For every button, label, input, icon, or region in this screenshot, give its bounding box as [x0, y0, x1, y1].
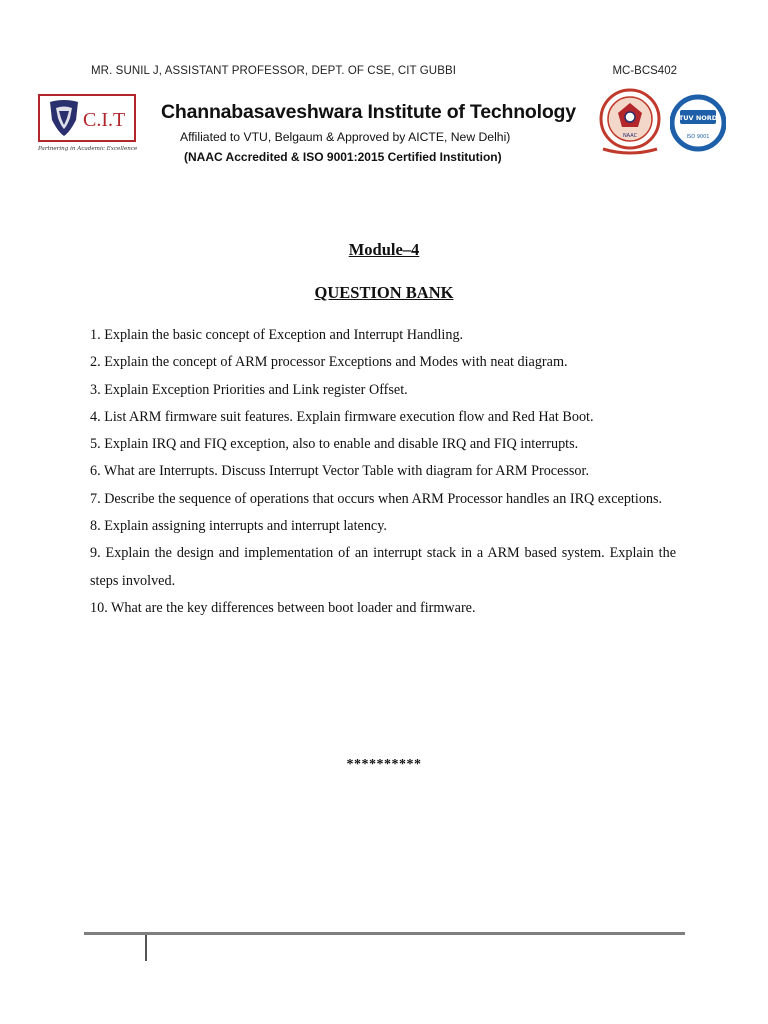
end-marker: ********** [346, 757, 422, 772]
naac-seal-icon [597, 87, 663, 157]
question-list [90, 322, 676, 622]
cit-tagline: Partnering in Academic Excellence [38, 146, 138, 152]
accreditation-line: (NAAC Accredited & ISO 9001:2015 Certified Institution) [184, 150, 502, 164]
question-item: 2. Explain the concept of ARM processor Exceptions and Modes with neat diagram. [90, 354, 568, 371]
module-title: Module–4 [348, 240, 420, 259]
tuv-certification-icon [670, 88, 726, 158]
footer-page-tick [145, 935, 147, 961]
cit-shield-icon [40, 96, 134, 140]
cit-logo-frame [38, 94, 136, 142]
question-item: 8. Explain assigning interrupts and interrupt latency. [90, 518, 387, 535]
svg-text:TUV NORD: TUV NORD [678, 114, 718, 122]
svg-text:ISO 9001: ISO 9001 [686, 134, 710, 140]
question-item: 1. Explain the basic concept of Exception and Interrupt Handling. [90, 327, 464, 343]
header-author-line: MR. SUNIL J, ASSISTANT PROFESSOR, DEPT. OF CSE, CIT GUBBI [91, 65, 457, 77]
svg-text:NAAC: NAAC [622, 133, 638, 139]
question-item: 7. Describe the sequence of operations that occurs when ARM Processor handles an IRQ exceptions. [90, 490, 663, 507]
svg-text:C.I.T: C.I.T [83, 109, 126, 131]
course-code: MC-BCS402 [612, 65, 677, 77]
question-item: 4. List ARM firmware suit features. Explain firmware execution flow and Red Hat Boot. [90, 408, 594, 425]
institute-name: Channabasaveshwara Institute of Technology [161, 101, 576, 123]
cit-logo [38, 94, 140, 160]
question-item: 10. What are the key differences between boot loader and firmware. [90, 599, 476, 616]
question-item: 9. Explain the design and implementation of an interrupt stack in a ARM based system. Explain the steps involved. [90, 545, 676, 589]
question-bank-title: QUESTION BANK [314, 283, 454, 302]
footer-rule [84, 932, 685, 935]
affiliation-line: Affiliated to VTU, Belgaum & Approved by AICTE, New Delhi) [180, 130, 511, 144]
question-item: 6. What are Interrupts. Discuss Interrupt Vector Table with diagram for ARM Processor. [90, 463, 590, 480]
question-item: 5. Explain IRQ and FIQ exception, also to enable and disable IRQ and FIQ interrupts. [90, 436, 579, 453]
question-item: 3. Explain Exception Priorities and Link register Offset. [90, 381, 408, 398]
